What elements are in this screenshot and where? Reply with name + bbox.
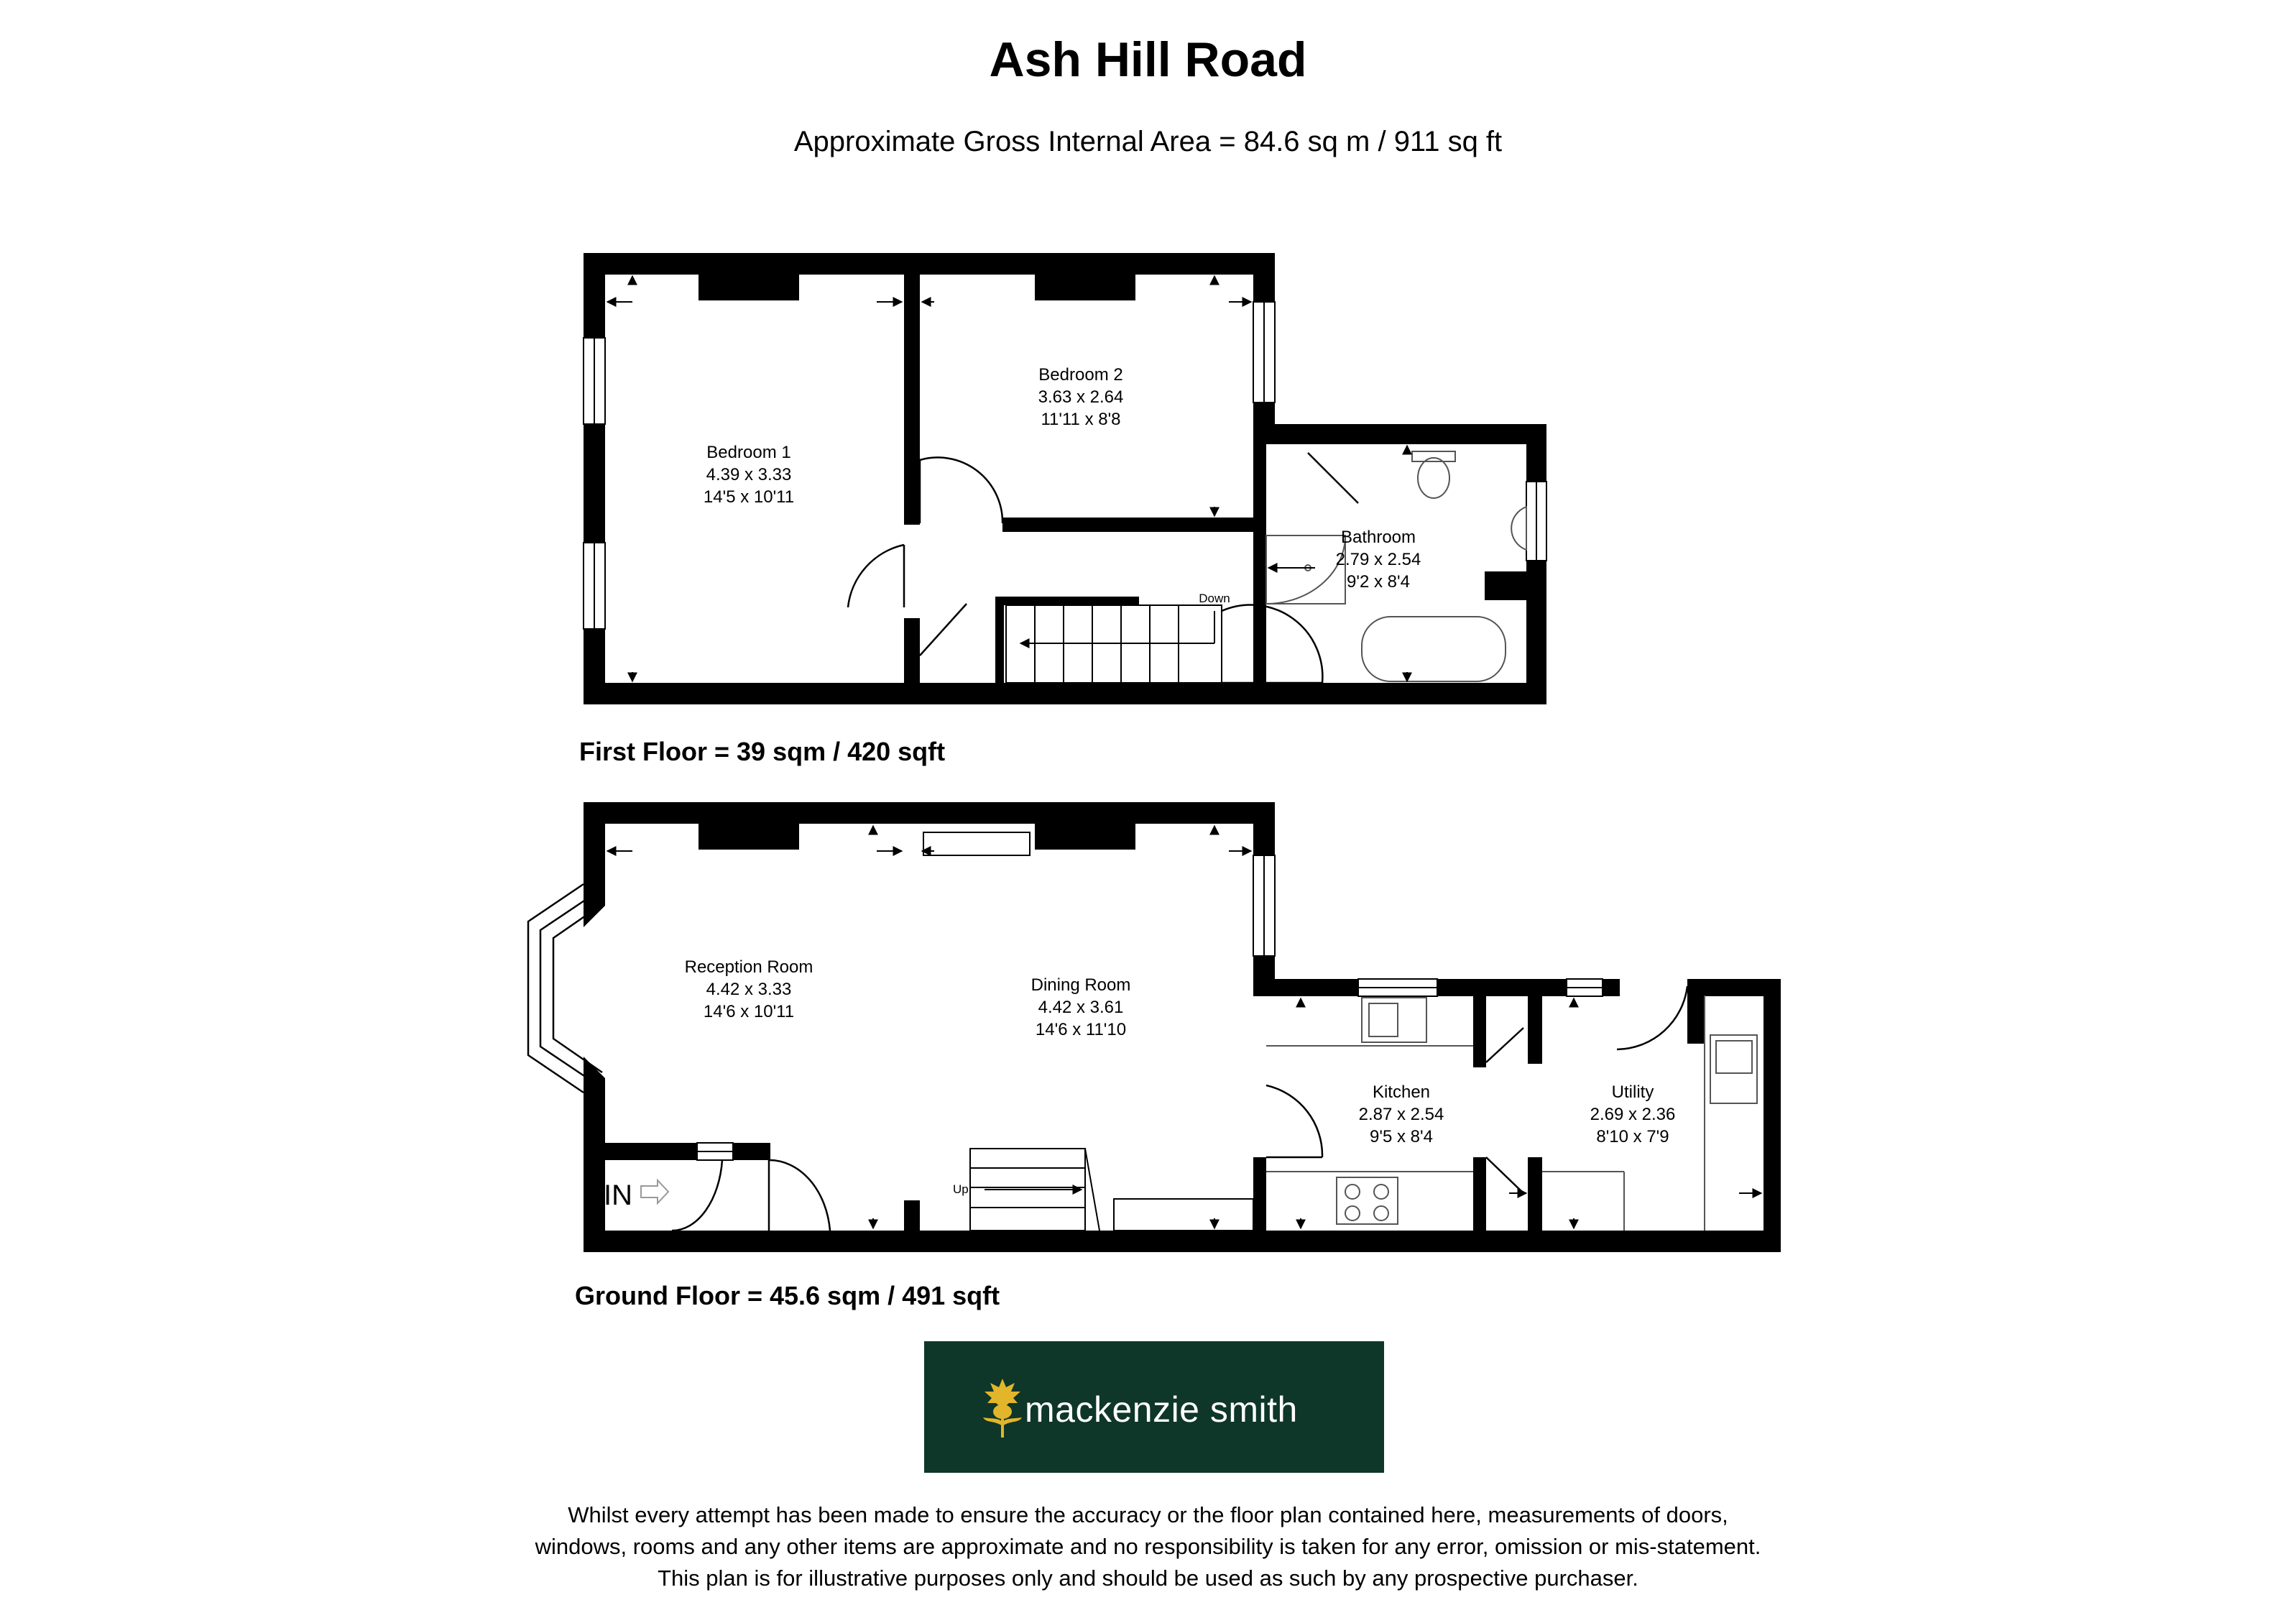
svg-text:14'6 x 10'11: 14'6 x 10'11: [703, 1002, 795, 1021]
ground-floor-dimension-arrows: [607, 826, 1761, 1228]
washbasin-icon: [1511, 507, 1526, 550]
svg-text:2.79 x 2.54: 2.79 x 2.54: [1335, 550, 1421, 569]
svg-text:4.42 x 3.61: 4.42 x 3.61: [1038, 998, 1124, 1017]
ground-floor-stairs: [970, 1149, 1253, 1231]
room-reception-room: [685, 957, 813, 1021]
svg-text:Dining Room: Dining Room: [1031, 975, 1131, 995]
svg-text:Bathroom: Bathroom: [1340, 528, 1416, 547]
ground-floor-plan: [528, 802, 1781, 1252]
svg-text:Bedroom 1: Bedroom 1: [706, 443, 791, 462]
entrance-arrow-icon: [641, 1180, 668, 1203]
plan-title: Ash Hill Road: [989, 32, 1307, 87]
room-kitchen: [1359, 1082, 1444, 1146]
svg-text:4.42 x 3.33: 4.42 x 3.33: [706, 980, 792, 999]
svg-text:2.69 x 2.36: 2.69 x 2.36: [1590, 1105, 1676, 1124]
ground-floor-caption: Ground Floor = 45.6 sqm / 491 sqft: [575, 1281, 1000, 1310]
stairs-up-label: Up: [953, 1182, 969, 1196]
brand-name: mackenzie smith: [1025, 1389, 1298, 1430]
svg-text:14'5 x 10'11: 14'5 x 10'11: [703, 487, 795, 507]
disclaimer-line-3: This plan is for illustrative purposes only and should be used as such by any prospective purchaser.: [658, 1565, 1638, 1591]
room-bedroom-1: [704, 443, 794, 507]
svg-text:Bedroom 2: Bedroom 2: [1038, 365, 1123, 385]
thistle-icon: [980, 1376, 1025, 1440]
svg-text:9'2 x 8'4: 9'2 x 8'4: [1347, 572, 1410, 592]
first-floor-plan: [584, 253, 1546, 704]
kitchen-fittings: [1266, 996, 1757, 1231]
ground-floor-walls: [584, 802, 1781, 1252]
room-bedroom-2: [1038, 365, 1124, 429]
toilet-icon: [1418, 458, 1449, 498]
disclaimer-line-1: Whilst every attempt has been made to ensure the accuracy or the floor plan contained here, measurements of doors,: [568, 1502, 1728, 1527]
sink-icon: [1362, 998, 1426, 1042]
svg-text:4.39 x 3.33: 4.39 x 3.33: [706, 465, 792, 484]
svg-text:Reception Room: Reception Room: [684, 957, 813, 977]
room-dining-room: [1031, 975, 1131, 1039]
disclaimer-line-2: windows, rooms and any other items are approximate and no responsibility is taken for any error, omission or mis-statement.: [535, 1534, 1761, 1559]
svg-text:9'5 x 8'4: 9'5 x 8'4: [1370, 1127, 1433, 1146]
svg-text:8'10 x 7'9: 8'10 x 7'9: [1596, 1127, 1669, 1146]
gross-area: Approximate Gross Internal Area = 84.6 sq m / 911 sq ft: [793, 126, 1503, 157]
first-floor-stairs: [1006, 605, 1222, 683]
stairs-down-label: Down: [1199, 592, 1230, 605]
brand-logo: [924, 1341, 1384, 1473]
room-utility: [1590, 1082, 1676, 1146]
entrance-label: IN: [604, 1180, 632, 1211]
svg-text:Utility: Utility: [1611, 1082, 1654, 1102]
svg-text:11'11 x 8'8: 11'11 x 8'8: [1041, 410, 1121, 429]
disclaimer: [0, 1499, 2296, 1594]
svg-text:2.87 x 2.54: 2.87 x 2.54: [1358, 1105, 1444, 1124]
svg-text:Kitchen: Kitchen: [1372, 1082, 1431, 1102]
utility-sink-icon: [1710, 1035, 1757, 1103]
svg-text:14'6 x 11'10: 14'6 x 11'10: [1035, 1020, 1127, 1039]
first-floor-caption: First Floor = 39 sqm / 420 sqft: [579, 737, 946, 766]
svg-text:3.63 x 2.64: 3.63 x 2.64: [1038, 387, 1124, 407]
room-bathroom: [1336, 528, 1421, 592]
